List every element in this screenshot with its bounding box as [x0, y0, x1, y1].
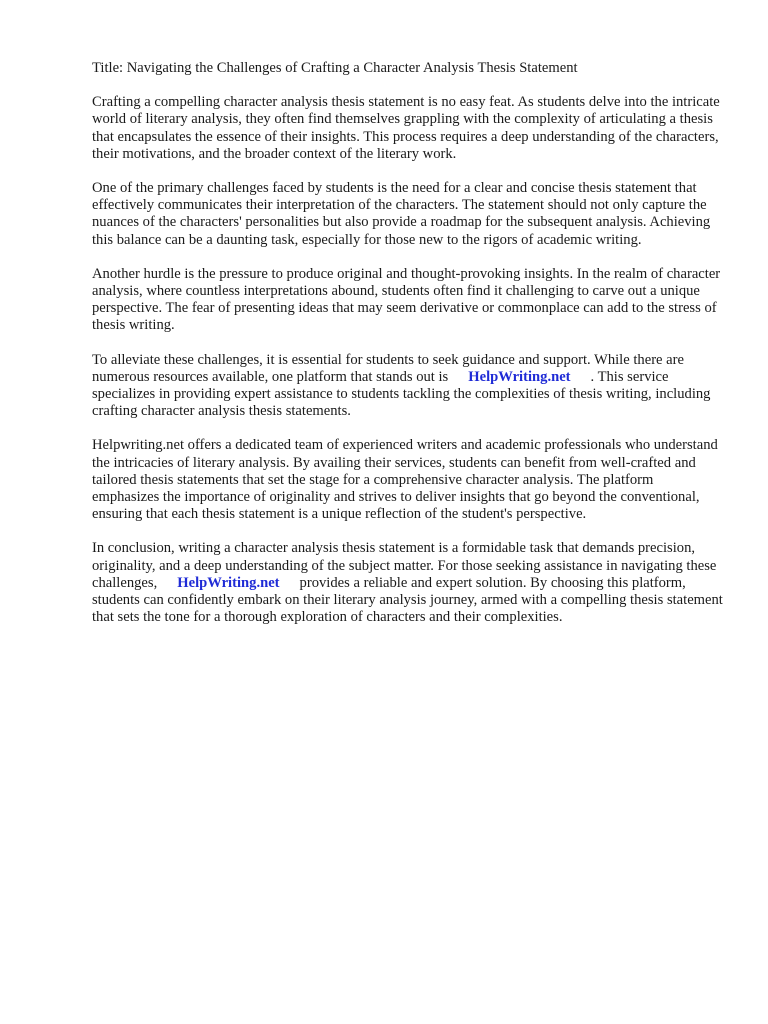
paragraph-guidance-text-before: To alleviate these challenges, it is essential for students to seek guidance and support. While there are numerous resources available, one platform that stands out is — [92, 351, 684, 385]
paragraph-service: Helpwriting.net offers a dedicated team of experienced writers and academic professionals who understand the intricacies of literary analysis. By availing their services, students can benefit from well-crafted and tailored thesis statements that set the stage for a comprehensive character analysis. The platform emphasizes the importance of originality and strives to deliver insights that go beyond the conventional, ensuring that each thesis statement is a unique reflection of the student's perspective. — [92, 437, 718, 523]
helpwriting-link[interactable]: HelpWriting.net — [468, 368, 571, 385]
paragraph-conclusion — [92, 540, 724, 626]
document-title: Title: Navigating the Challenges of Crafting a Character Analysis Thesis Statement — [92, 60, 578, 76]
paragraph-hurdle: Another hurdle is the pressure to produce original and thought-provoking insights. In the realm of character analysis, where countless interpretations abound, students often find it challenging to carve out a unique perspective. The fear of presenting ideas that may seem derivative or commonplace can add to the stress of thesis writing. — [92, 265, 721, 334]
paragraph-intro: Crafting a compelling character analysis thesis statement is no easy feat. As students delve into the intricate world of literary analysis, they often find themselves grappling with the complexity of articulating a thesis that encapsulates the essence of their insights. This process requires a deep understanding of the characters, their motivations, and the broader context of the literary work. — [92, 94, 720, 162]
paragraph-conclusion-text-after: provides a reliable and expert solution. By choosing this platform, students can confidently embark on their literary analysis journey, armed with a compelling thesis statement that sets the tone for a thorough exploration of characters and their complexities. — [92, 574, 723, 626]
paragraph-conclusion-text-before: In conclusion, writing a character analysis thesis statement is a formidable task that demands precision, originality, and a deep understanding of the subject matter. For those seeking assistance in navigating these challenges, — [92, 540, 717, 591]
document-page — [92, 60, 724, 643]
paragraph-challenges: One of the primary challenges faced by students is the need for a clear and concise thesis statement that effectively communicates their interpretation of the characters. The statement should not only capture the nuances of the characters' personalities but also provide a roadmap for the subsequent analysis. Achieving this balance can be a daunting task, especially for those new to the rigors of academic writing. — [92, 180, 711, 248]
helpwriting-link-conclusion[interactable]: HelpWriting.net — [177, 574, 280, 591]
paragraph-guidance — [92, 352, 724, 421]
paragraph-guidance-text-after: . This service specializes in providing expert assistance to students tackling the complexities of thesis writing, including crafting character analysis thesis statements. — [92, 368, 711, 420]
